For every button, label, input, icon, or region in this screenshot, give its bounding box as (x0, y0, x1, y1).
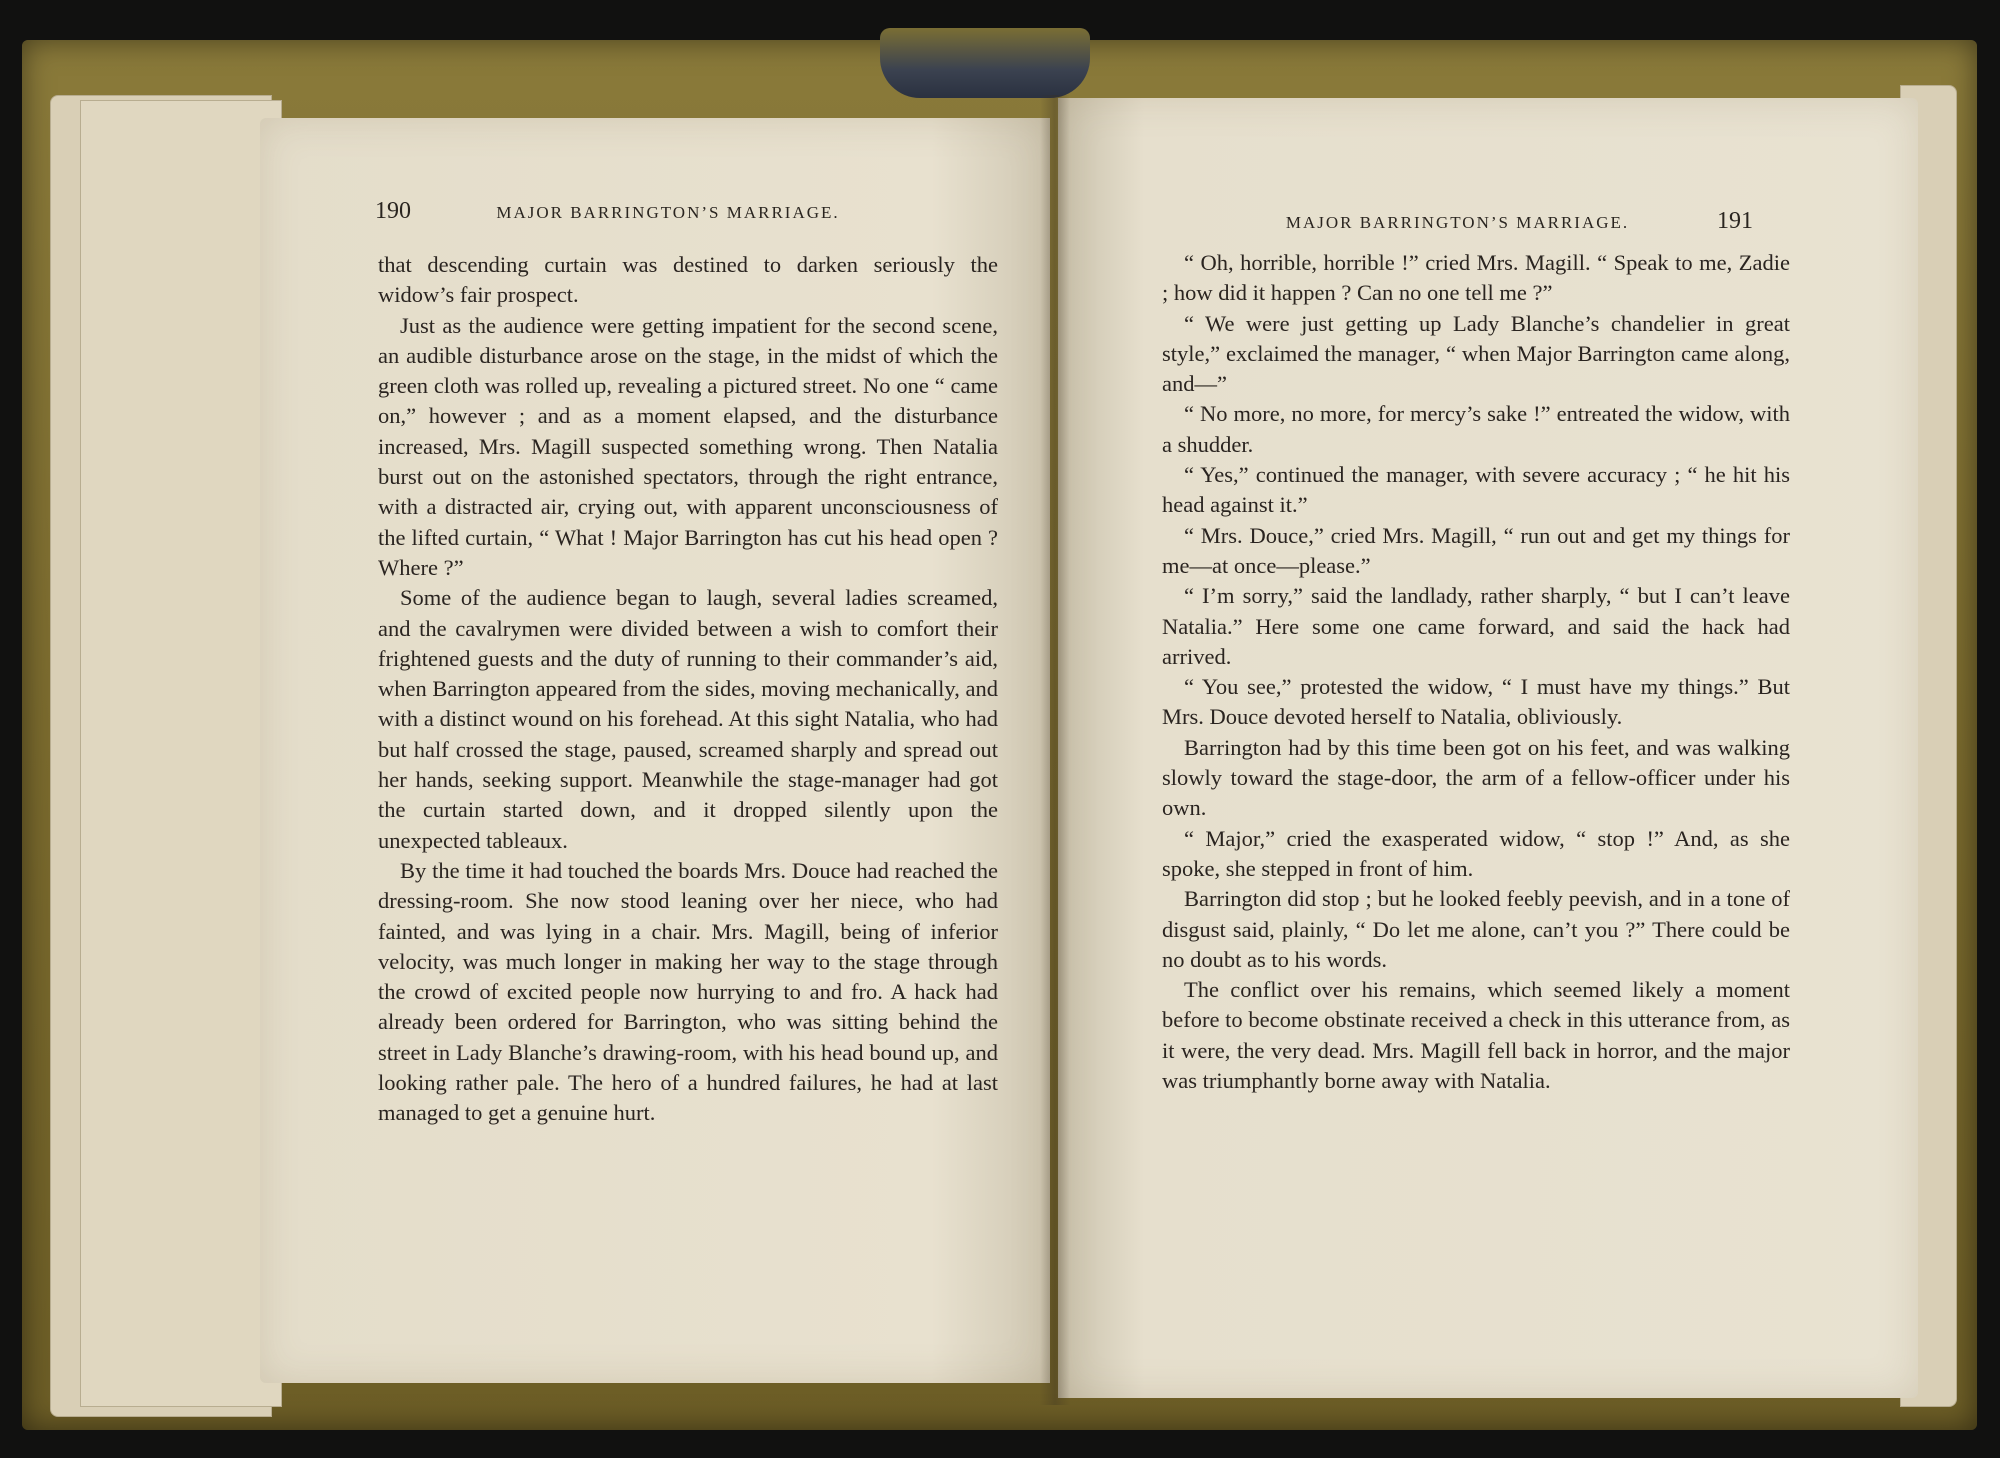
spine-headband (880, 28, 1090, 98)
paragraph: “ Mrs. Douce,” cried Mrs. Magill, “ run out and get my things for me—at once—please.” (1162, 522, 1790, 578)
paragraph: “ Oh, horrible, horrible !” cried Mrs. Magill. “ Speak to me, Zadie ; how did it happen ? Can no one tell me ?” (1162, 250, 1790, 306)
paragraph: “ Yes,” continued the manager, with severe accuracy ; “ he hit his head against it.” (1162, 462, 1790, 518)
paragraph: “ You see,” protested the widow, “ I must have my things.” But Mrs. Douce devoted herself to Natalia, obliviously. (1162, 674, 1790, 730)
paragraph: “ We were just getting up Lady Blanche’s chandelier in great style,” exclaimed the manager, “ when Major Barrington came along, and—” (1162, 310, 1790, 397)
paragraph: Just as the audience were getting impatient for the second scene, an audible disturbance arose on the stage, in the midst of which the green cloth was rolled up, revealing a pictured street. No one “ came on,” however ; and as a moment elapsed, and the disturbance increased, Mrs. Magill suspected something wrong. Then Natalia burst out on the astonished spectators, through the right entrance, with a distracted air, crying out, with apparent unconsciousness of the lifted curtain, “ What ! Major Barrington has cut his head open ? Where ?” (378, 312, 998, 580)
paragraph: Some of the audience began to laugh, several ladies screamed, and the cavalrymen were divided between a wish to comfort their frightened guests and the duty of running to their commander’s aid, when Barrington appeared from the sides, moving mechanically, and with a distinct wound on his forehead. At this sight Natalia, who had but half crossed the stage, paused, screamed sharply and spread out her hands, seeking support. Meanwhile the stage-manager had got the curtain started down, and it dropped silently upon the unexpected tableaux. (378, 585, 998, 853)
right-running-head: MAJOR BARRINGTON’S MARRIAGE. (1285, 213, 1630, 232)
paragraph: “ No more, no more, for mercy’s sake !” entreated the widow, with a shudder. (1162, 401, 1790, 457)
left-page-number: 190 (375, 198, 411, 224)
right-page (1058, 98, 1918, 1398)
right-page-number: 191 (1717, 208, 1753, 234)
right-page-body (1162, 248, 1790, 1096)
paragraph: “ Major,” cried the exasperated widow, “ stop !” And, as she spoke, she stepped in front of him. (1162, 825, 1790, 881)
paragraph: The conflict over his remains, which seemed likely a moment before to become obstinate received a check in this utterance from, as it were, the very dead. Mrs. Magill fell back in horror, and the major was triumphantly borne away with Natalia. (1162, 977, 1790, 1094)
paragraph: that descending curtain was destined to darken seriously the widow’s fair prospect. (378, 252, 998, 308)
left-page (260, 118, 1050, 1383)
paragraph: By the time it had touched the boards Mrs. Douce had reached the dressing-room. She now stood leaning over her niece, who had fainted, and was lying in a chair. Mrs. Magill, being of inferior velocity, was much longer in making her way to the stage through the crowd of excited people now hurrying to and fro. A hack had already been ordered for Barrington, who was sitting behind the street in Lady Blanche’s drawing-room, with his head bound up, and looking rather pale. The hero of a hundred failures, he had at last managed to get a genuine hurt. (378, 857, 998, 1126)
left-running-header (375, 198, 965, 225)
paragraph: “ I’m sorry,” said the landlady, rather sharply, “ but I can’t leave Natalia.” Here some one came forward, and said the hack had arrived. (1162, 583, 1790, 669)
page-edges-left-inner (80, 100, 282, 1407)
paragraph: Barrington had by this time been got on his feet, and was walking slowly toward the stage-door, the arm of a fellow-officer under his own. (1162, 734, 1790, 821)
right-running-header (1158, 208, 1753, 235)
left-page-body (378, 250, 998, 1129)
paragraph: Barrington did stop ; but he looked feebly peevish, and in a tone of disgust said, plainly, “ Do let me alone, can’t you ?” There could be no doubt as to his words. (1162, 886, 1790, 972)
book-gutter (1040, 95, 1070, 1405)
left-running-head: MAJOR BARRINGTON’S MARRIAGE. (496, 203, 840, 222)
